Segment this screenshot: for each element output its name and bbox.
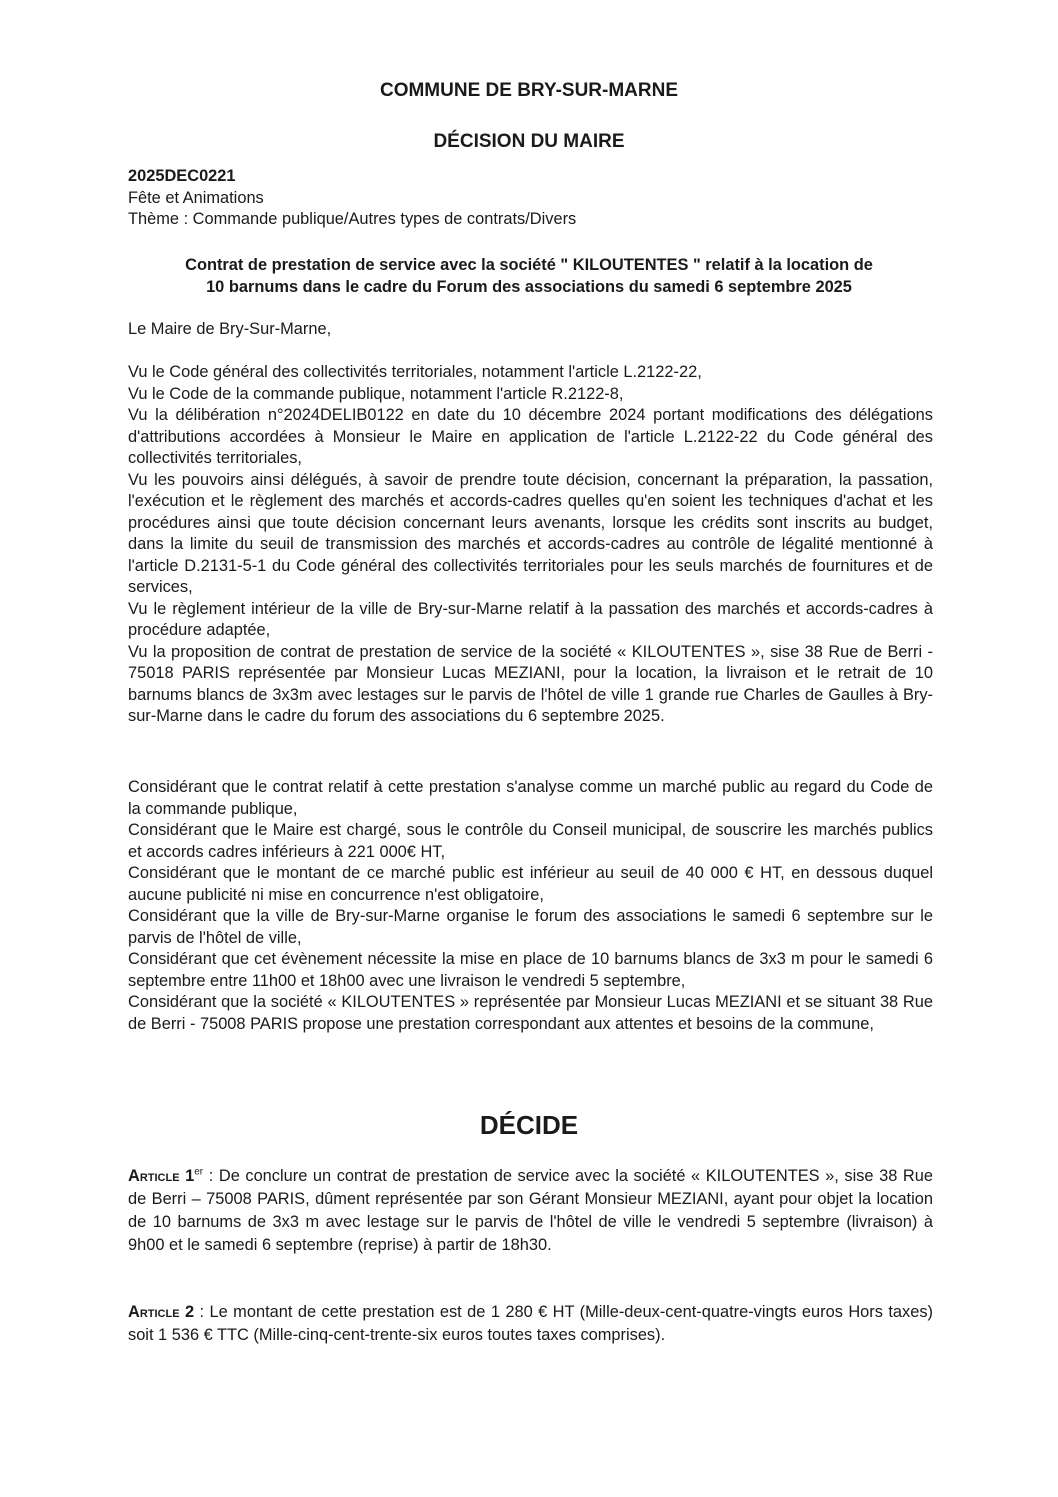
article-2-label: Article 2	[128, 1303, 195, 1321]
visa-paragraph: Vu le Code de la commande publique, notamment l'article R.2122-8,	[128, 384, 624, 403]
considerant-paragraph: Considérant que le montant de ce marché public est inférieur au seuil de 40 000 € HT, en dessous duquel aucune publicité ni mise en concurrence n'est obligatoire,	[128, 864, 933, 904]
considerant-paragraph: Considérant que le contrat relatif à cette prestation s'analyse comme un marché public au regard du Code de la commande publique,	[128, 778, 933, 818]
decision-title: DÉCISION DU MAIRE	[433, 131, 625, 152]
theme-line: Thème : Commande publique/Autres types de contrats/Divers	[128, 210, 577, 228]
decision-number: 2025DEC0221	[128, 167, 236, 185]
visa-paragraph: Vu la proposition de contrat de prestation de service de la société « KILOUTENTES », sise 38 Rue de Berri - 75018 PARIS représentée par Monsieur Lucas MEZIANI, pour la location, la livraison et le retrait de 10 barnums blancs de 3x3m avec lestages sur le parvis de l'hôtel de ville 1 grande rue Charles de Gaulles à Bry-sur-Marne dans le cadre du forum des associations du 6 septembre 2025.	[128, 642, 933, 725]
visa-paragraph: Vu la délibération n°2024DELIB0122 en date du 10 décembre 2024 portant modifications des délégations d'attributions accordées à Monsieur le Maire en application de l'article L.2122-22 du Code général des collectivités territoriales,	[128, 406, 933, 467]
article-2-text: : Le montant de cette prestation est de 1 280 € HT (Mille-deux-cent-quatre-vingts euros Hors taxes) soit 1 536 € TTC (Mille-cinq-cent-trente-six euros toutes taxes comprises).	[128, 1303, 933, 1344]
considerants-section	[128, 777, 933, 1035]
article-1-text: : De conclure un contrat de prestation de service avec la société « KILOUTENTES », sise 38 Rue de Berri – 75008 PARIS, dûment représentée par son Gérant Monsieur MEZIANI, ayant pour objet la location de 10 barnums de 3x3 m avec lestage sur le parvis de l'hôtel de ville le vendredi 5 septembre (livraison) à 9h00 et le samedi 6 septembre (reprise) à partir de 18h30.	[128, 1167, 933, 1254]
decision-subject	[128, 255, 930, 298]
commune-heading: COMMUNE DE BRY-SUR-MARNE	[379, 80, 679, 101]
considerant-paragraph: Considérant que cet évènement nécessite la mise en place de 10 barnums blancs de 3x3 m pour le samedi 6 septembre entre 11h00 et 18h00 avec une livraison le vendredi 5 septembre,	[128, 950, 933, 990]
visa-paragraph: Vu le règlement intérieur de la ville de Bry-sur-Marne relatif à la passation des marchés et accords-cadres à procédure adaptée,	[128, 599, 933, 639]
visa-paragraph: Vu les pouvoirs ainsi délégués, à savoir de prendre toute décision, concernant la préparation, la passation, l'exécution et le règlement des marchés et accords-cadres quelles qu'en soient les techniques d'achat et les procédures ainsi que toute décision concernant leurs avenants, lorsque les crédits sont inscrits au budget, dans la limite du seuil de transmission des marchés et accords-cadres au contrôle de légalité mentionné à l'article D.2131-5-1 du Code général des collectivités territoriales pour les seuls marchés de fournitures et de services,	[128, 470, 933, 596]
article-1	[128, 1165, 933, 1257]
decide-heading: DÉCIDE	[479, 1110, 579, 1140]
reference-block	[128, 166, 576, 231]
article-1-label: Article 1	[128, 1167, 195, 1185]
service-name: Fête et Animations	[128, 188, 264, 207]
article-1-superscript: er	[194, 1166, 204, 1178]
subject-line-1: Contrat de prestation de service avec la société " KILOUTENTES " relatif à la location de	[185, 256, 873, 274]
article-2	[128, 1301, 933, 1347]
considerant-paragraph: Considérant que la société « KILOUTENTES » représentée par Monsieur Lucas MEZIANI et se situant 38 Rue de Berri - 75008 PARIS propose une prestation correspondant aux attentes et besoins de la commune,	[128, 993, 933, 1033]
considerant-paragraph: Considérant que la ville de Bry-sur-Marne organise le forum des associations le samedi 6 septembre sur le parvis de l'hôtel de ville,	[128, 907, 933, 947]
considerant-paragraph: Considérant que le Maire est chargé, sous le contrôle du Conseil municipal, de souscrire les marchés publics et accords cadres inférieurs à 221 000€ HT,	[128, 821, 933, 861]
visa-paragraph: Vu le Code général des collectivités territoriales, notamment l'article L.2122-22,	[128, 363, 702, 381]
visas-section	[128, 362, 933, 728]
intro-line: Le Maire de Bry-Sur-Marne,	[128, 320, 332, 338]
subject-line-2: 10 barnums dans le cadre du Forum des associations du samedi 6 septembre 2025	[206, 277, 852, 296]
